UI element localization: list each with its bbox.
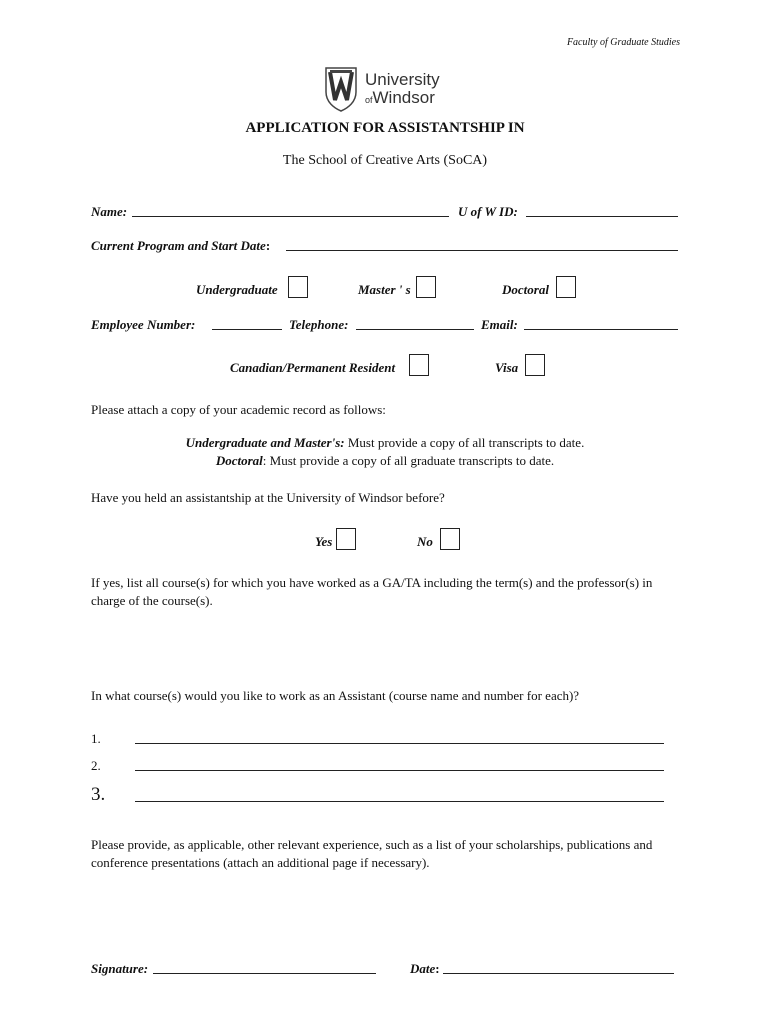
- telephone-label: Telephone:: [289, 317, 349, 332]
- employee-number-field[interactable]: [212, 329, 282, 330]
- faculty-header: Faculty of Graduate Studies: [566, 37, 680, 48]
- undergraduate-label: Undergraduate: [196, 282, 278, 297]
- masters-label: Master ' s: [358, 282, 411, 297]
- canadian-resident-label: Canadian/Permanent Resident: [230, 360, 396, 375]
- no-checkbox[interactable]: [440, 528, 460, 550]
- uwid-field[interactable]: [526, 216, 678, 217]
- masters-checkbox[interactable]: [416, 276, 436, 298]
- email-label: Email:: [481, 317, 518, 332]
- experience-instruction-2: conference presentations (attach an additional page if necessary).: [91, 855, 430, 870]
- prior-courses-answer-area[interactable]: [91, 615, 679, 680]
- yes-checkbox[interactable]: [336, 528, 356, 550]
- course-field-3[interactable]: [135, 801, 664, 802]
- uwid-label: U of W ID:: [458, 204, 518, 219]
- name-field[interactable]: [132, 216, 449, 217]
- current-program-colon: :: [265, 238, 271, 253]
- name-label: Name:: [91, 204, 128, 219]
- doctoral-req-label: Doctoral: [215, 453, 263, 468]
- academic-record-intro: Please attach a copy of your academic record as follows:: [91, 402, 386, 417]
- preferred-courses-question: In what course(s) would you like to work as an Assistant (course name and number for each)?: [91, 688, 580, 703]
- date-field[interactable]: [443, 973, 674, 974]
- ug-masters-label: Undergraduate and Master's:: [185, 435, 345, 450]
- signature-field[interactable]: [153, 973, 376, 974]
- experience-instruction-1: Please provide, as applicable, other relevant experience, such as a list of your scholarships, publications and: [91, 837, 653, 852]
- visa-checkbox[interactable]: [525, 354, 545, 376]
- course-item-number: 1.: [91, 731, 101, 746]
- signature-label: Signature:: [91, 961, 149, 976]
- employee-number-label: Employee Number:: [91, 317, 196, 332]
- canadian-resident-checkbox[interactable]: [409, 354, 429, 376]
- page-subtitle: The School of Creative Arts (SoCA): [282, 153, 488, 168]
- date-colon: :: [435, 961, 440, 976]
- course-field-2[interactable]: [135, 770, 664, 771]
- ug-masters-requirement: [0, 435, 770, 451]
- course-item-number: 2.: [91, 758, 101, 773]
- yes-label: Yes: [315, 534, 333, 549]
- university-shield-icon: [323, 66, 359, 112]
- no-label: No: [417, 534, 433, 549]
- logo-line2: Windsor: [372, 88, 435, 107]
- visa-label: Visa: [495, 360, 519, 375]
- telephone-field[interactable]: [356, 329, 474, 330]
- doctoral-checkbox[interactable]: [556, 276, 576, 298]
- university-logo: [323, 66, 453, 112]
- course-field-1[interactable]: [135, 743, 664, 744]
- logo-of: of: [365, 95, 373, 105]
- experience-answer-area[interactable]: [91, 878, 679, 948]
- email-field[interactable]: [524, 329, 678, 330]
- doctoral-label: Doctoral: [502, 282, 549, 297]
- prior-assistantship-question: Have you held an assistantship at the University of Windsor before?: [91, 490, 445, 505]
- page-title: APPLICATION FOR ASSISTANTSHIP IN: [245, 120, 525, 136]
- date-label: Date: [410, 961, 436, 976]
- prior-courses-instruction-2: charge of the course(s).: [91, 593, 213, 608]
- current-program-label: Current Program and Start Date: [91, 238, 266, 253]
- doctoral-requirement: [0, 453, 770, 469]
- logo-line1: University: [365, 70, 440, 89]
- undergraduate-checkbox[interactable]: [288, 276, 308, 298]
- doctoral-req-text: : Must provide a copy of all graduate transcripts to date.: [262, 453, 555, 468]
- prior-courses-instruction-1: If yes, list all course(s) for which you have worked as a GA/TA including the term(s) and the professor(s) in: [91, 575, 653, 590]
- course-item-number: 3.: [91, 784, 106, 805]
- ug-masters-text: Must provide a copy of all transcripts to date.: [344, 435, 585, 450]
- current-program-field[interactable]: [286, 250, 678, 251]
